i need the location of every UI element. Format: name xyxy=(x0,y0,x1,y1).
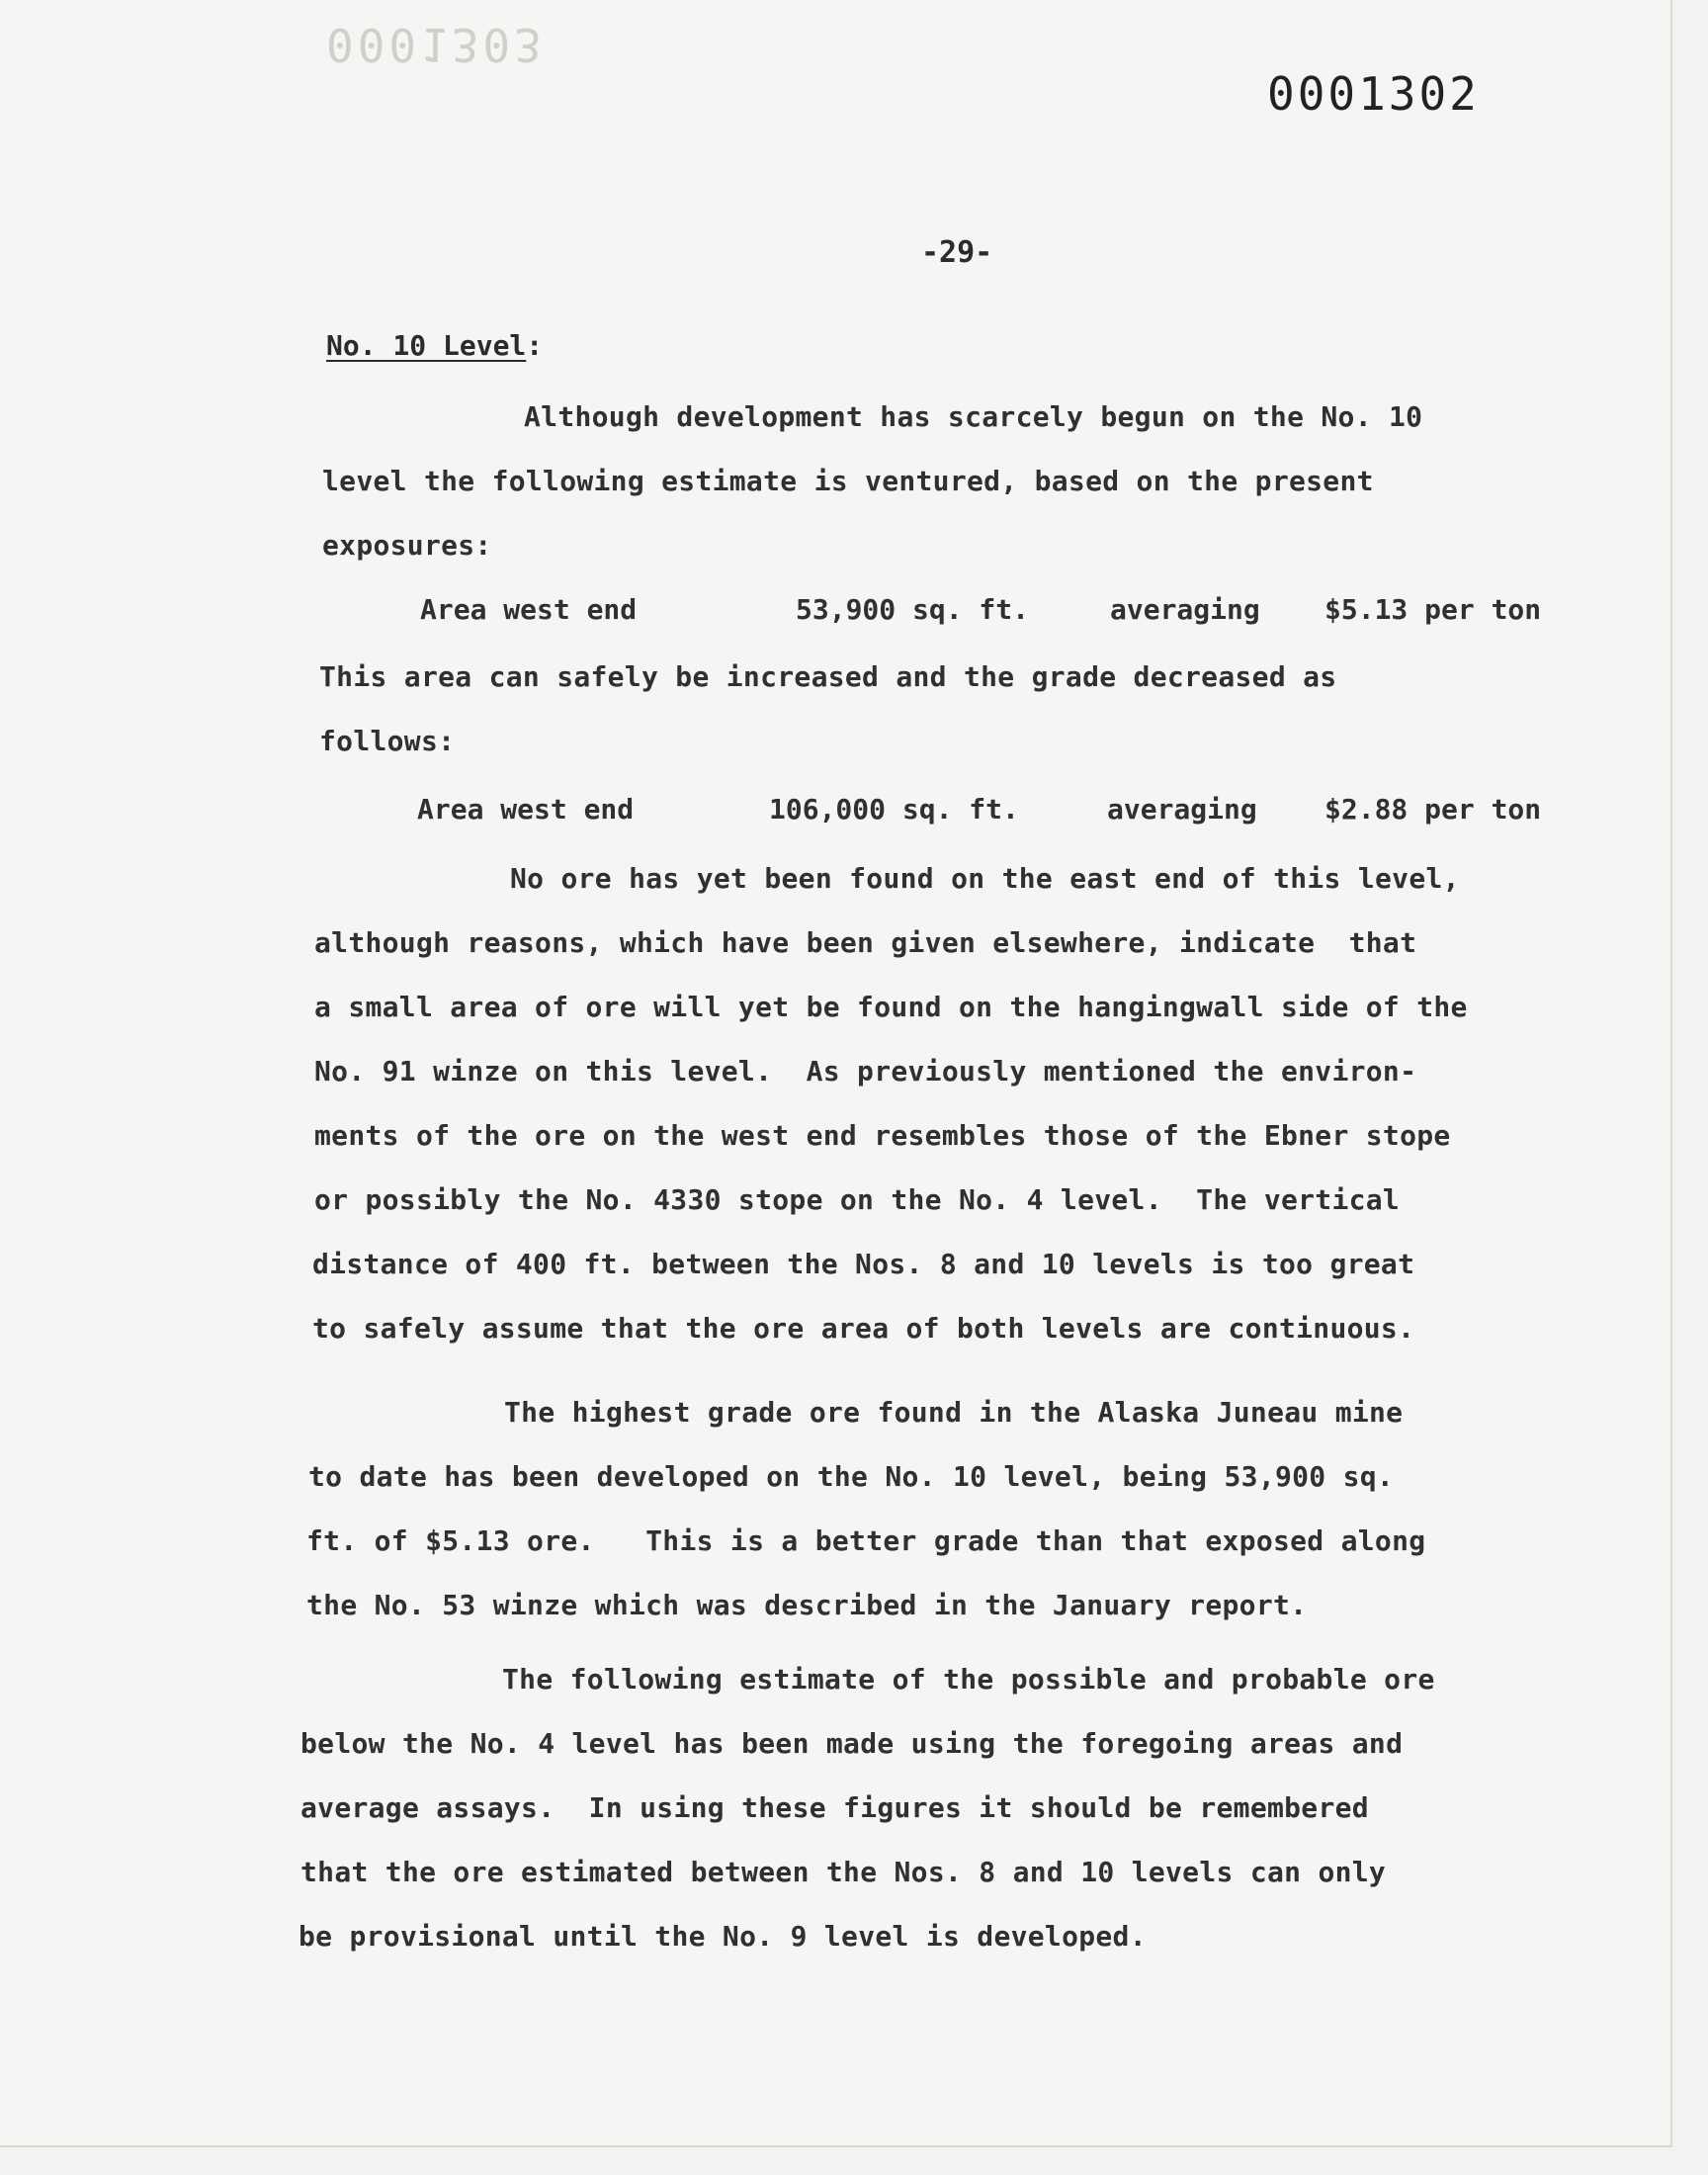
paragraph-line: although reasons, which have been given elsewhere, indicate that xyxy=(314,926,1417,959)
paragraph-line: exposures: xyxy=(322,529,492,562)
paragraph-line: to date has been developed on the No. 10 level, being 53,900 sq. xyxy=(308,1460,1395,1493)
estimate-row-2 xyxy=(0,793,1670,832)
estimate-label: Area west end xyxy=(417,793,635,826)
paragraph-line: The following estimate of the possible and probable ore xyxy=(502,1663,1435,1696)
paragraph-line: No. 91 winze on this level. As previously mentioned the environ- xyxy=(314,1055,1417,1088)
estimate-row-1 xyxy=(0,593,1670,633)
estimate-label: Area west end xyxy=(420,593,638,626)
estimate-averaging: averaging xyxy=(1110,593,1260,626)
paragraph-line: follows: xyxy=(319,725,456,757)
section-heading-text: No. 10 Level xyxy=(326,329,527,362)
estimate-averaging: averaging xyxy=(1107,793,1257,826)
paragraph-line: level the following estimate is ventured, based on the present xyxy=(322,465,1374,497)
paragraph-line: This area can safely be increased and the grade decreased as xyxy=(319,660,1337,693)
paragraph-line: average assays. In using these figures it should be remembered xyxy=(300,1791,1369,1824)
paragraph-line: to safely assume that the ore area of both levels are continuous. xyxy=(312,1312,1415,1345)
paragraph-line: below the No. 4 level has been made using the foregoing areas and xyxy=(300,1727,1404,1760)
paragraph-line: that the ore estimated between the Nos. 8 and 10 levels can only xyxy=(300,1856,1387,1888)
section-heading xyxy=(326,329,543,362)
paragraph-line: a small area of ore will yet be found on the hangingwall side of the xyxy=(314,991,1468,1023)
paragraph-line: distance of 400 ft. between the Nos. 8 and 10 levels is too great xyxy=(312,1248,1415,1280)
bleed-through-number: 0001303 xyxy=(326,18,546,71)
paragraph-line: be provisional until the No. 9 level is developed. xyxy=(299,1920,1147,1953)
paragraph-line: or possibly the No. 4330 stope on the No. 4 level. The vertical xyxy=(314,1183,1401,1216)
paragraph-line: Although development has scarcely begun on the No. 10 xyxy=(524,400,1423,433)
estimate-value: $2.88 per ton xyxy=(1324,793,1542,826)
estimate-value: $5.13 per ton xyxy=(1324,593,1542,626)
paragraph-line: The highest grade ore found in the Alaska Juneau mine xyxy=(504,1396,1404,1429)
document-number-stamp: 0001302 xyxy=(1267,67,1480,121)
estimate-area: 53,900 sq. ft. xyxy=(796,593,1030,626)
estimate-area: 106,000 sq. ft. xyxy=(769,793,1019,826)
section-heading-colon: : xyxy=(526,329,544,362)
paragraph-line: the No. 53 winze which was described in the January report. xyxy=(306,1589,1308,1621)
paragraph-line: ments of the ore on the west end resembles those of the Ebner stope xyxy=(314,1119,1451,1152)
paragraph-line: ft. of $5.13 ore. This is a better grade than that exposed along xyxy=(306,1524,1426,1557)
paragraph-line: No ore has yet been found on the east end of this level, xyxy=(510,862,1460,895)
page-number: -29- xyxy=(921,235,993,270)
